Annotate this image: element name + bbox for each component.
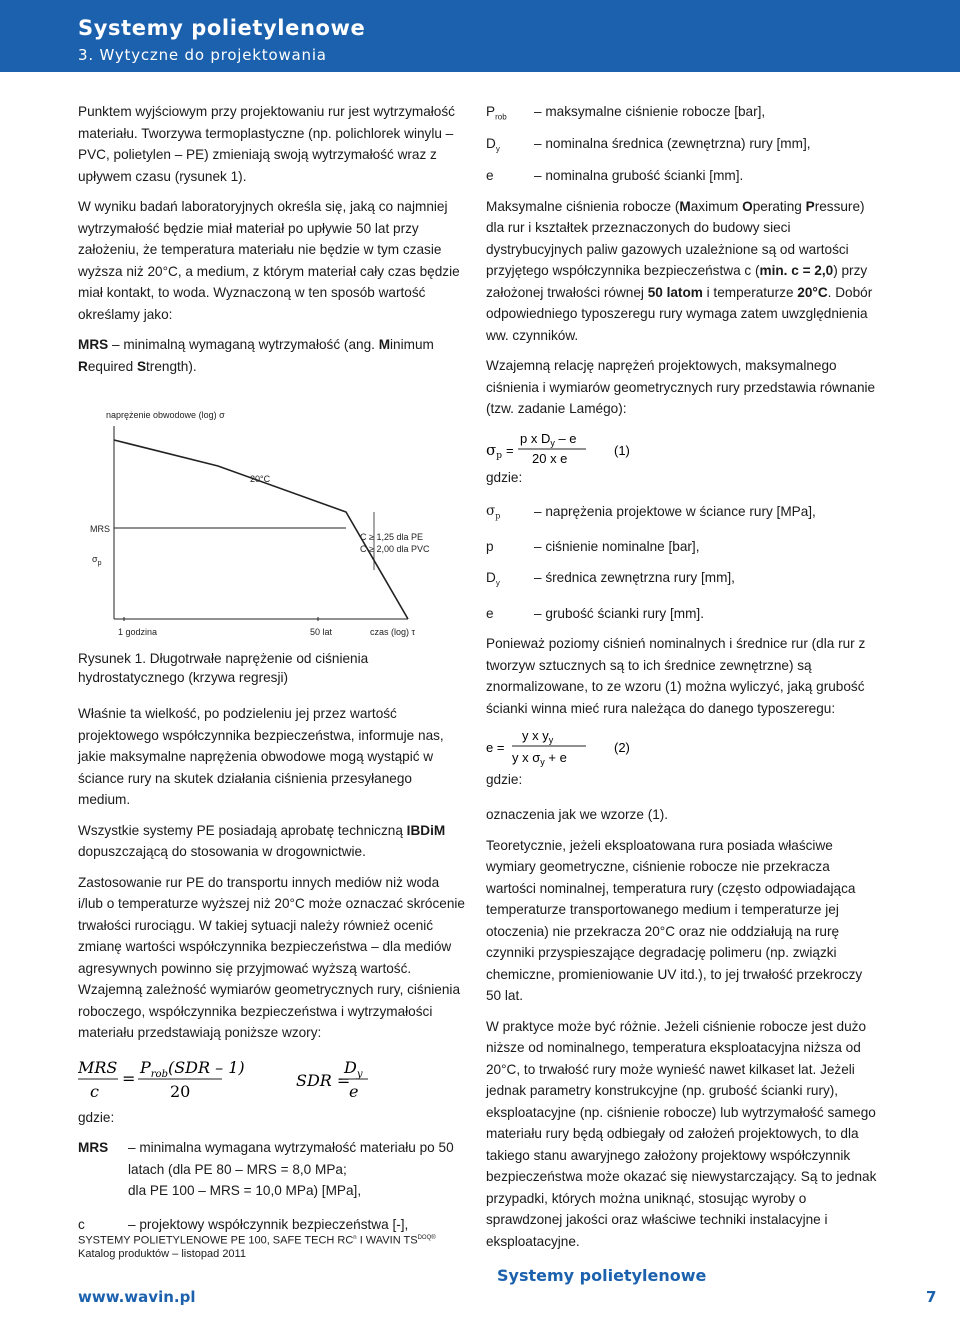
mrs-term: MRS – minimalną wymaganą wytrzymałość (ang. Minimum Required Strength). (78, 337, 434, 374)
svg-text:SDR =: SDR = (296, 1070, 351, 1090)
chart-annotation-pvc: C ≥ 2,00 dla PVC (360, 544, 430, 554)
regression-curve (114, 440, 408, 619)
svg-text:(2): (2) (614, 740, 630, 756)
svg-text:y x yy: y x $y_y$ (522, 728, 554, 746)
definition-p: p – ciśnienie nominalne [bar], (486, 539, 700, 555)
svg-text:MRS: MRS (78, 1057, 118, 1077)
paragraph-intro: Punktem wyjściowym przy projektowaniu rur jest wytrzymałość materiału. Tworzywa termoplastyczne (np. polichlorek winylu – PVC, polietylen – PE) zmieniają swoją wytrzymałość wraz z upływem czasu (rysunek 1). (78, 104, 455, 184)
chart-ylabel: naprężenie obwodowe (log) σ (106, 410, 225, 420)
definition-dy2: $D_y$ – średnica zewnętrzna rury [mm], (486, 569, 735, 588)
paragraph-normalized: Ponieważ poziomy ciśnień nominalnych i średnice rur (dla rur z tworzyw sztucznych są to ich średnice zewnętrzne) są znormalizowane, to ze wzoru (1) można wyliczyć, jaką grubość ścianki winna mieć rura należąca do danego typoszeregu: (486, 636, 866, 716)
definition-e2: e – grubość ścianki rury [mm]. (486, 605, 704, 621)
left-column (78, 101, 466, 386)
formula-mrs-svg (78, 1053, 466, 1101)
definition-dy: $D_y$ – nominalna średnica (zewnętrzna) rury [mm], (486, 136, 811, 154)
svg-text:Dy: $D_y$ (344, 1057, 363, 1080)
svg-text:=: = (122, 1068, 136, 1088)
regression-chart (78, 404, 458, 646)
page-header (0, 0, 960, 72)
formula-lame (486, 429, 878, 469)
chart-x-tick-50y: 50 lat (310, 627, 333, 637)
svg-text:Prob(SDR – 1): $P_{rob}(SDR - 1)$ (140, 1057, 245, 1080)
footer-url[interactable]: www.wavin.pl (78, 1288, 196, 1306)
chart-sigma-label: $\sigma_p$ (92, 554, 102, 567)
svg-text:p x Dy – e: p x $D_y$ – e (520, 430, 577, 448)
svg-text:e =: e = (486, 740, 505, 756)
paragraph-theory: Teoretycznie, jeżeli eksploatowana rura posiada właściwe wymiary geometryczne, ciśnienie robocze nie przekracza wartości nominalnej, temperatura rury (często odpowiadająca temperaturze transportowanego medium i temperaturze jej otoczenia) nie przekracza 20°C oraz nie oddziałują na rurę czynniki przyspieszające degradację polimeru (np. związki chemiczne, promieniowanie UV itd.), to jej trwałość przekroczy 50 lat. (486, 837, 863, 1004)
paragraph-mrs-definition: W wyniku badań laboratoryjnych określa się, jaką co najmniej wytrzymałość będzie miał materiał po upływie 50 lat przy założeniu, że temperatura materiału nie będzie w tym czasie wyższa niż 20°C, a medium, z którym materiał cały czas będzie miał kontakt, to woda. Wyznaczoną w ten sposób wartość określamy jako: (78, 199, 460, 322)
definition-prob: $P_{rob}$ – maksymalne ciśnienie robocze [bar], (486, 104, 766, 122)
footer-catalog: SYSTEMY POLIETYLENOWE PE 100, SAFE TECH $RC^n$ I WAVIN $TS^{DOQ®}$ Katalog produktów – listopad 2011 (78, 1234, 436, 1260)
formula-mrs (78, 1053, 466, 1101)
page-number: 7 (926, 1288, 937, 1306)
svg-text:σp: $\sigma_p$ (486, 440, 503, 461)
paragraph-practice: W praktyce może być różnie. Jeżeli ciśnienie robocze jest dużo niższe od nominalnego, temperatura eksploatacyjna niższa od 20°C, to trwałość rury może wynieść nawet kilkaset lat. Jeżeli jednak parametry konstrukcyjne (np. grubość ścianki rury), eksploatacyjne (np. ciśnienie robocze) lub wytrzymałość samego materiału rury będą odbiegały od założeń projektowych, to dla takiego stanu awaryjnego założony projektowy współczynnik bezpieczeństwa może okazać się niewystarczający. Są to jednak przypadki, których można uniknąć, stosując wyroby o sprawdzonej jakości oraz właściwe techniki instalacyjne i eksploatacyjne. (486, 1018, 877, 1249)
paragraph-approval: Wszystkie systemy PE posiadają aprobatę techniczną IBDiM dopuszczającą do stosowania w drogownictwie. (78, 822, 446, 859)
left-column-lower (78, 643, 466, 1243)
svg-text:20 x e: 20 x e (532, 450, 568, 466)
paragraph-notation: oznaczenia jak we wzorze (1). (486, 807, 669, 823)
right-column (486, 101, 878, 1261)
svg-text:c: c (90, 1081, 99, 1101)
gdzie-label: gdzie: (78, 1109, 115, 1125)
chart-x-tick-1h: 1 godzina (118, 627, 158, 637)
footer-brand: Systemy polietylenowe (497, 1266, 707, 1285)
svg-text:y x σy + e: y x $\sigma_y + e$ (512, 750, 567, 768)
definition-sigma: $\sigma_p$ – naprężenia projektowe w ściance rury [MPa], (486, 502, 816, 521)
chart-annotation-pe: C ≥ 1,25 dla PE (360, 532, 423, 542)
chart-temp-label: 20°C (250, 474, 271, 484)
chart-mrs-label: MRS (90, 524, 110, 534)
definition-e: e – nominalna grubość ścianki [mm]. (486, 168, 744, 184)
gdzie-label-2: gdzie: (486, 771, 523, 787)
figure-caption: Rysunek 1. Długotrwałe naprężenie od ciśnienia hydrostatycznego (krzywa regresji) (78, 651, 369, 685)
svg-text:(1): (1) (614, 442, 630, 458)
chart-xlabel: czas (log) τ (370, 627, 416, 637)
header-title: Systemy polietylenowe (78, 16, 366, 40)
gdzie-label-1: gdzie: (486, 470, 523, 486)
formula-thickness (486, 728, 878, 768)
paragraph-lame: Wzajemną relację naprężeń projektowych, maksymalnego ciśnienia i wymiarów geometrycznych rury przedstawia równanie (tzw. zadanie Lamégo): (486, 358, 876, 417)
paragraph-mop: Maksymalne ciśnienia robocze (Maximum Operating Pressure) dla rur i kształtek przeznaczonych do budowy sieci dystrybucyjnych paliw gazowych uzależnione są od wartości przyjętego współczynnika bezpieczeństwa c (min. c = 2,0) przy założonej trwałości równej 50 latom i temperaturze 20°C. Dobór odpowiedniego typoszeregu rury wymaga zatem uwzględnienia ww. czynników. (486, 198, 873, 343)
svg-text:e: e (349, 1081, 359, 1101)
definition-mrs: MRS – minimalna wymagana wytrzymałość materiału po 50 latach (dla PE 80 – MRS = 8,0 MPa; dla PE 100 – MRS = 10,0 MPa) [MPa], (78, 1140, 454, 1198)
svg-text:=: = (506, 442, 514, 458)
paragraph-other-media: Zastosowanie rur PE do transportu innych mediów niż woda i/lub o temperaturze wyższej niż 20°C może oznaczać skrócenie trwałości rurociągu. W takiej sytuacji należy również ocenić zmianę wartości współczynnika bezpieczeństwa – dla mediów agresywnych powinno się przyjmować wyższą wartość. Wzajemną zależność wymiarów geometrycznych rury, ciśnienia roboczego, współczynnika bezpieczeństwa i wytrzymałości materiału przedstawiają poniższe wzory: (78, 874, 465, 1040)
svg-text:20: 20 (170, 1081, 191, 1101)
definition-c: c – projektowy współczynnik bezpieczeństwa [-], (78, 1216, 409, 1232)
paragraph-stress: Właśnie ta wielkość, po podzieleniu jej przez wartość projektowego współczynnika bezpieczeństwa, informuje nas, jakie maksymalne naprężenia obwodowe mogą wystąpić w ściance rury na skutek działania ciśnienia przesyłanego medium. (78, 706, 444, 807)
header-subtitle: 3. Wytyczne do projektowania (78, 46, 327, 64)
